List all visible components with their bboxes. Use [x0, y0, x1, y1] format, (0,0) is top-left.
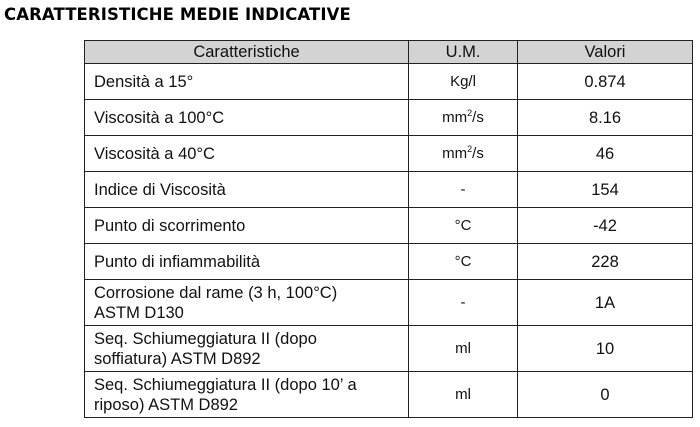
characteristic-cell — [85, 326, 409, 372]
unit-cell: °C — [409, 208, 518, 244]
value-cell: 8.16 — [518, 100, 693, 136]
column-header-unit: U.M. — [409, 41, 518, 64]
column-header-characteristic: Caratteristiche — [85, 41, 409, 64]
characteristic-line-2: ASTM D130 — [94, 303, 184, 322]
table-row — [85, 372, 693, 418]
value-cell: -42 — [518, 208, 693, 244]
unit-tail: /s — [472, 144, 484, 162]
value-cell: 0.874 — [518, 64, 693, 100]
unit-cell: Kg/l — [409, 64, 518, 100]
unit-cell: ml — [409, 326, 518, 372]
characteristic-line-1: Corrosione dal rame (3 h, 100°C) — [94, 283, 338, 302]
table-row — [85, 172, 693, 208]
table-row — [85, 326, 693, 372]
unit-tail: /s — [472, 108, 484, 126]
characteristic-line-1: Seq. Schiumeggiatura II (dopo — [94, 329, 317, 348]
characteristic-line-2: soffiatura) ASTM D892 — [94, 349, 261, 368]
characteristic-line-2: riposo) ASTM D892 — [94, 395, 238, 414]
characteristic-cell: Viscosità a 100°C — [85, 100, 409, 136]
unit-cell: - — [409, 280, 518, 326]
unit-exponent: 2 — [467, 143, 473, 154]
table-header-row — [85, 41, 693, 64]
characteristic-cell: Indice di Viscosità — [85, 172, 409, 208]
unit-cell: ml — [409, 372, 518, 418]
characteristic-cell — [85, 372, 409, 418]
value-cell: 154 — [518, 172, 693, 208]
value-cell: 10 — [518, 326, 693, 372]
table-row — [85, 244, 693, 280]
page-title: CARATTERISTICHE MEDIE INDICATIVE — [4, 5, 351, 24]
table-row — [85, 136, 693, 172]
characteristic-cell: Punto di infiammabilità — [85, 244, 409, 280]
table-row — [85, 208, 693, 244]
value-cell: 1A — [518, 280, 693, 326]
value-cell: 46 — [518, 136, 693, 172]
characteristic-cell: Viscosità a 40°C — [85, 136, 409, 172]
characteristics-table — [84, 40, 693, 418]
value-cell: 228 — [518, 244, 693, 280]
unit-cell: - — [409, 172, 518, 208]
unit-cell: °C — [409, 244, 518, 280]
value-cell: 0 — [518, 372, 693, 418]
unit-cell — [409, 136, 518, 172]
column-header-value: Valori — [518, 41, 693, 64]
table-row — [85, 280, 693, 326]
unit-exponent: 2 — [467, 107, 473, 118]
table-row — [85, 100, 693, 136]
table-row — [85, 64, 693, 100]
characteristic-cell: Punto di scorrimento — [85, 208, 409, 244]
characteristic-cell: Densità a 15° — [85, 64, 409, 100]
unit-base: mm — [442, 108, 468, 126]
unit-cell — [409, 100, 518, 136]
characteristic-line-1: Seq. Schiumeggiatura II (dopo 10’ a — [94, 375, 357, 394]
characteristic-cell — [85, 280, 409, 326]
unit-base: mm — [442, 144, 468, 162]
